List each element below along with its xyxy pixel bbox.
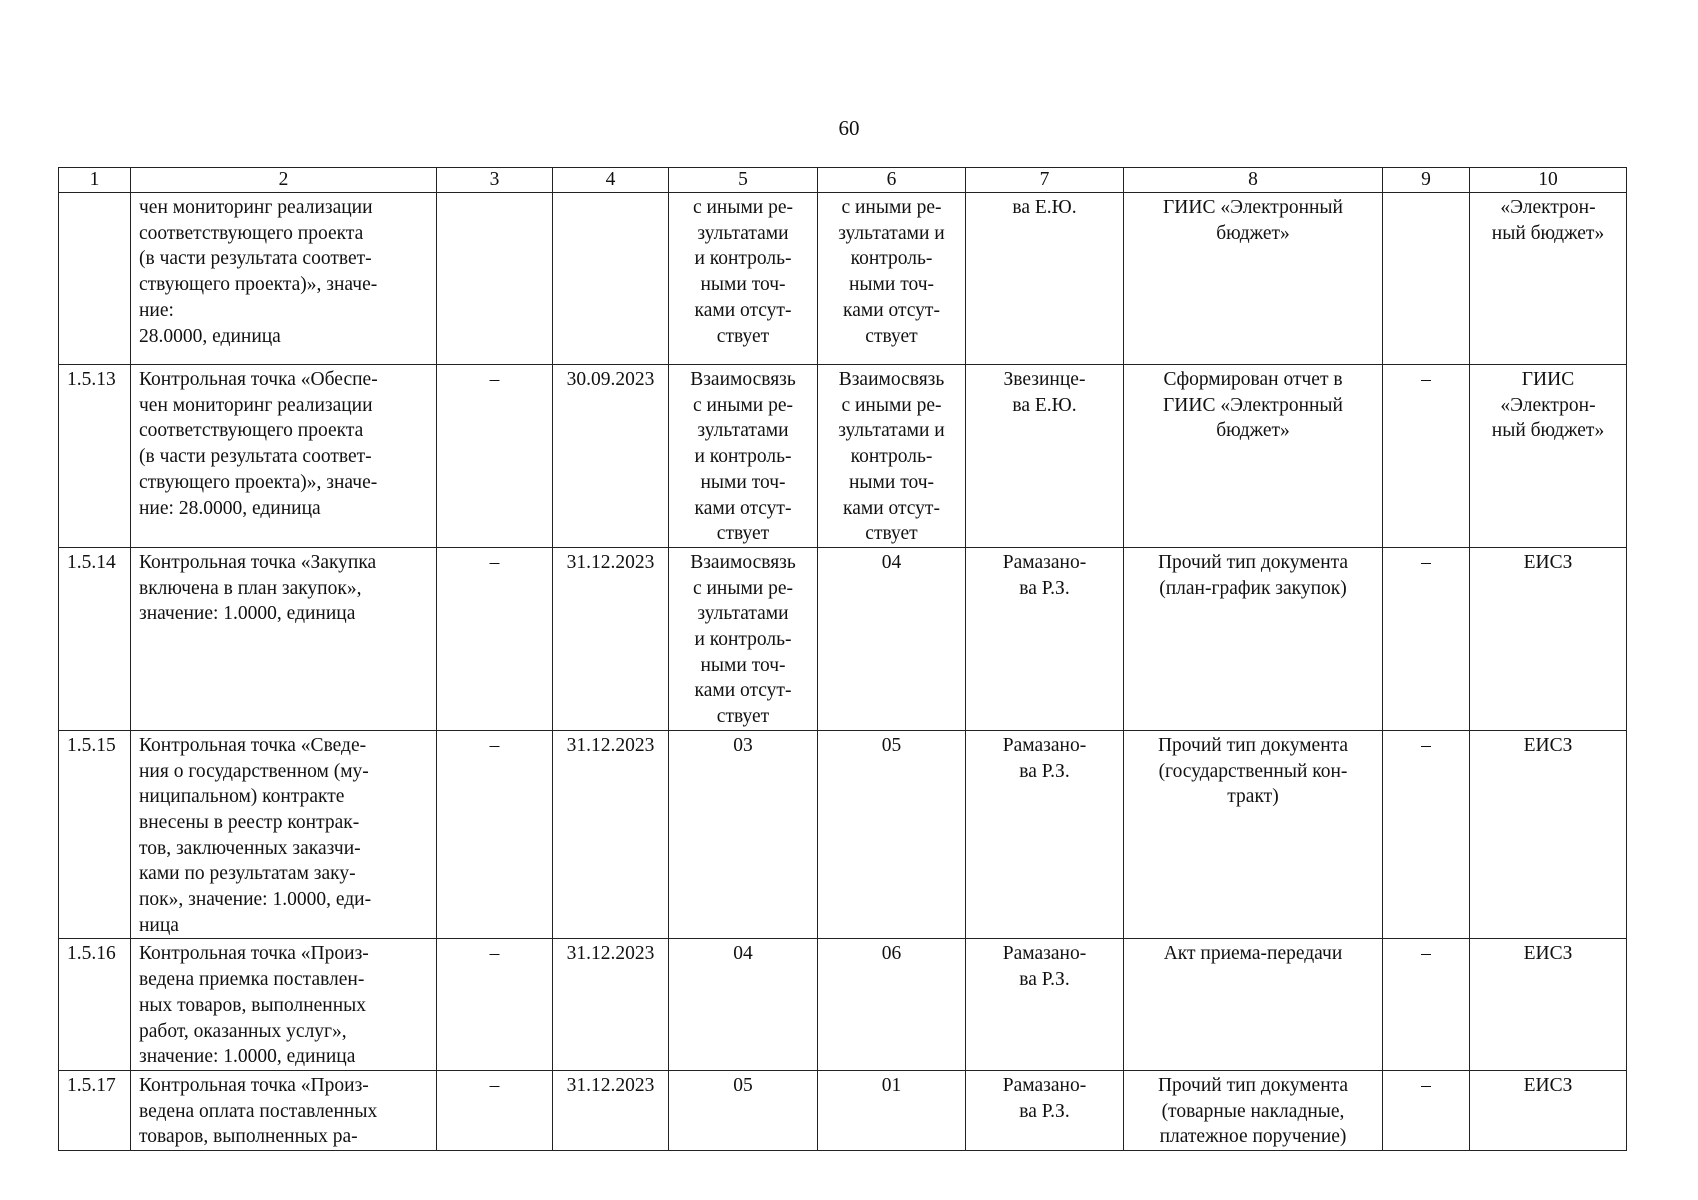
cell-line: контроль- (850, 446, 933, 468)
cell-line: ва Р.З. (1019, 1100, 1070, 1122)
cell-line: ние: (139, 299, 174, 321)
successor-link (818, 730, 966, 939)
cell-line: соответствующего проекта (139, 420, 364, 442)
column-number-header (59, 168, 1627, 193)
col-header: 8 (1124, 168, 1383, 193)
control-points-table (58, 167, 1627, 1151)
cell-line: 05 (733, 1074, 753, 1096)
cell-line: зультатами и (838, 222, 945, 244)
cell-line: ГИИС (1521, 369, 1575, 390)
cell-line: ЕИСЗ (1523, 551, 1573, 573)
cell-line: Контрольная точка «Обеспе- (139, 369, 378, 390)
cell-line: с иными ре- (692, 577, 794, 599)
information-system (1470, 365, 1627, 548)
predecessor-link (669, 730, 818, 939)
row-number: 1.5.16 (59, 939, 131, 1071)
cell-line: Контрольная точка «Сведе- (139, 734, 367, 756)
cell-line: внесены в реестр контрак- (139, 811, 360, 833)
cell-line: ва Р.З. (1019, 760, 1070, 782)
control-point-description (131, 547, 437, 730)
cell-line: с иными ре- (692, 394, 794, 416)
cell-line: Прочий тип документа (1157, 1074, 1349, 1096)
cell-line: ние: 28.0000, единица (139, 497, 321, 519)
deadline-date: 31.12.2023 (553, 939, 669, 1071)
cell-line: ва Е.Ю. (1012, 197, 1077, 218)
cell-line: ва Р.З. (1019, 577, 1070, 599)
cell-line: ствует (716, 523, 770, 545)
cell-line: 28.0000, единица (139, 325, 281, 347)
successor-link (818, 365, 966, 548)
predecessor-link (669, 193, 818, 365)
cell-line: ва Р.З. (1019, 969, 1070, 991)
cell-line: чен мониторинг реализации (139, 197, 373, 218)
column-3-value: – (437, 547, 553, 730)
cell-line: платежное поручение) (1159, 1126, 1347, 1148)
cell-line: тов, заключенных заказчи- (139, 837, 361, 859)
document-type (1124, 730, 1383, 939)
column-9-value: – (1383, 365, 1470, 548)
cell-line: (государственный кон- (1158, 760, 1348, 782)
responsible-person (966, 730, 1124, 939)
column-3-value: – (437, 365, 553, 548)
deadline-date: 30.09.2023 (553, 365, 669, 548)
successor-link (818, 547, 966, 730)
cell-line: значение: 1.0000, единица (139, 603, 356, 625)
cell-line: Рамазано- (1002, 943, 1087, 965)
information-system (1470, 1070, 1627, 1150)
column-9-value (1383, 193, 1470, 365)
row-number (59, 193, 131, 365)
cell-line: бюджет» (1216, 222, 1290, 244)
col-header: 1 (59, 168, 131, 193)
column-9-value: – (1383, 939, 1470, 1071)
cell-line: тракт) (1227, 786, 1279, 808)
control-point-description (131, 193, 437, 365)
cell-line: бюджет» (1216, 420, 1290, 442)
predecessor-link (669, 547, 818, 730)
cell-line: ный бюджет» (1491, 222, 1605, 244)
table-row (59, 193, 1627, 365)
cell-line: 01 (881, 1074, 902, 1096)
column-3-value (437, 193, 553, 365)
table-row (59, 365, 1627, 548)
cell-line: ГИИС «Электронный (1163, 197, 1343, 218)
cell-line: пок», значение: 1.0000, еди- (139, 889, 372, 911)
cell-line: Взаимосвязь (838, 369, 945, 390)
cell-line: ствующего проекта)», значе- (139, 471, 378, 493)
cell-line: Контрольная точка «Закупка (139, 551, 377, 573)
table-row (59, 939, 1627, 1071)
cell-line: ными точ- (700, 654, 786, 676)
control-point-description (131, 365, 437, 548)
cell-line: ница (139, 914, 179, 936)
table-row (59, 547, 1627, 730)
cell-line: ками отсут- (694, 299, 792, 321)
cell-line: зультатами и (838, 420, 945, 442)
responsible-person (966, 365, 1124, 548)
col-header: 9 (1383, 168, 1470, 193)
successor-link (818, 193, 966, 365)
cell-line: Взаимосвязь (690, 551, 796, 573)
cell-line: с иными ре- (692, 197, 794, 218)
cell-line: ками отсут- (843, 299, 940, 321)
column-9-value: – (1383, 730, 1470, 939)
cell-line: (товарные накладные, (1161, 1100, 1345, 1122)
predecessor-link (669, 939, 818, 1071)
deadline-date: 31.12.2023 (553, 547, 669, 730)
col-header: 3 (437, 168, 553, 193)
cell-line: ными точ- (849, 471, 934, 493)
cell-line: ствующего проекта)», значе- (139, 274, 378, 296)
responsible-person (966, 939, 1124, 1071)
document-type (1124, 547, 1383, 730)
column-9-value: – (1383, 1070, 1470, 1150)
information-system (1470, 547, 1627, 730)
column-3-value: – (437, 1070, 553, 1150)
cell-line: включена в план закупок», (139, 577, 362, 599)
cell-line: Рамазано- (1002, 551, 1087, 573)
cell-line: ными точ- (700, 471, 786, 493)
col-header: 10 (1470, 168, 1627, 193)
information-system (1470, 730, 1627, 939)
cell-line: Звезинце- (1003, 369, 1086, 390)
deadline-date: 31.12.2023 (553, 1070, 669, 1150)
control-point-description (131, 939, 437, 1071)
cell-line: «Электрон- (1500, 394, 1596, 416)
cell-line: 04 (881, 551, 902, 573)
table-row (59, 1070, 1627, 1150)
cell-line: с иными ре- (841, 197, 942, 218)
column-3-value: – (437, 730, 553, 939)
information-system (1470, 193, 1627, 365)
cell-line: ных товаров, выполненных (139, 994, 367, 1016)
responsible-person (966, 193, 1124, 365)
cell-line: Сформирован отчет в (1163, 369, 1343, 390)
cell-line: Прочий тип документа (1157, 551, 1349, 573)
table-row (59, 730, 1627, 939)
cell-line: ными точ- (849, 274, 934, 296)
cell-line: значение: 1.0000, единица (139, 1046, 356, 1068)
cell-line: ками по результатам заку- (139, 863, 356, 885)
col-header: 5 (669, 168, 818, 193)
row-number: 1.5.17 (59, 1070, 131, 1150)
cell-line: ния о государственном (му- (139, 760, 369, 782)
cell-line: ный бюджет» (1491, 420, 1605, 442)
page-number: 60 (838, 116, 860, 140)
cell-line: 03 (733, 734, 753, 756)
predecessor-link (669, 1070, 818, 1150)
responsible-person (966, 547, 1124, 730)
cell-line: товаров, выполненных ра- (139, 1126, 358, 1148)
table-body (59, 193, 1627, 1151)
cell-line: контроль- (850, 248, 933, 270)
cell-line: 04 (733, 943, 753, 965)
deadline-date: 31.12.2023 (553, 730, 669, 939)
predecessor-link (669, 365, 818, 548)
cell-line: Рамазано- (1002, 734, 1087, 756)
col-header: 4 (553, 168, 669, 193)
cell-line: зультатами (697, 222, 789, 244)
cell-line: с иными ре- (841, 394, 942, 416)
col-header: 6 (818, 168, 966, 193)
cell-line: ЕИСЗ (1523, 943, 1573, 965)
cell-line: ведена приемка поставлен- (139, 969, 365, 991)
column-9-value: – (1383, 547, 1470, 730)
successor-link (818, 939, 966, 1071)
cell-line: ниципальном) контракте (139, 786, 345, 808)
cell-line: и контроль- (694, 446, 792, 468)
cell-line: ЕИСЗ (1523, 1074, 1573, 1096)
cell-line: 05 (881, 734, 902, 756)
cell-line: (в части результата соответ- (139, 248, 372, 270)
cell-line: Рамазано- (1002, 1074, 1087, 1096)
cell-line: ствует (865, 523, 918, 545)
col-header: 7 (966, 168, 1124, 193)
cell-line: чен мониторинг реализации (139, 394, 373, 416)
document-type (1124, 365, 1383, 548)
successor-link (818, 1070, 966, 1150)
cell-line: «Электрон- (1500, 197, 1596, 218)
cell-line: ками отсут- (843, 497, 940, 519)
cell-line: ками отсут- (694, 680, 792, 702)
information-system (1470, 939, 1627, 1071)
cell-line: работ, оказанных услуг», (139, 1020, 347, 1042)
row-number: 1.5.14 (59, 547, 131, 730)
cell-line: Прочий тип документа (1157, 734, 1349, 756)
cell-line: 06 (881, 943, 902, 965)
col-header: 2 (131, 168, 437, 193)
cell-line: соответствующего проекта (139, 222, 364, 244)
cell-line: ГИИС «Электронный (1163, 394, 1343, 416)
cell-line: зультатами (697, 420, 789, 442)
document-type (1124, 939, 1383, 1071)
responsible-person (966, 1070, 1124, 1150)
cell-line: (в части результата соответ- (139, 446, 372, 468)
control-point-description (131, 730, 437, 939)
cell-line: Контрольная точка «Произ- (139, 943, 369, 965)
column-3-value: – (437, 939, 553, 1071)
cell-line: ками отсут- (694, 497, 792, 519)
document-type (1124, 193, 1383, 365)
control-point-description (131, 1070, 437, 1150)
cell-line: ными точ- (700, 274, 786, 296)
cell-line: и контроль- (694, 248, 792, 270)
cell-line: (план-график закупок) (1159, 577, 1347, 599)
cell-line: ствует (716, 325, 770, 347)
cell-line: и контроль- (694, 629, 792, 651)
row-number: 1.5.15 (59, 730, 131, 939)
cell-line: Взаимосвязь (690, 369, 796, 390)
row-number: 1.5.13 (59, 365, 131, 548)
cell-line: ва Е.Ю. (1012, 394, 1077, 416)
cell-line: ствует (716, 706, 770, 728)
cell-line: Акт приема-передачи (1163, 943, 1343, 965)
cell-line: ведена оплата поставленных (139, 1100, 378, 1122)
deadline-date (553, 193, 669, 365)
cell-line: зультатами (697, 603, 789, 625)
document-type (1124, 1070, 1383, 1150)
cell-line: ЕИСЗ (1523, 734, 1573, 756)
cell-line: ствует (865, 325, 918, 347)
cell-line: Контрольная точка «Произ- (139, 1074, 369, 1096)
